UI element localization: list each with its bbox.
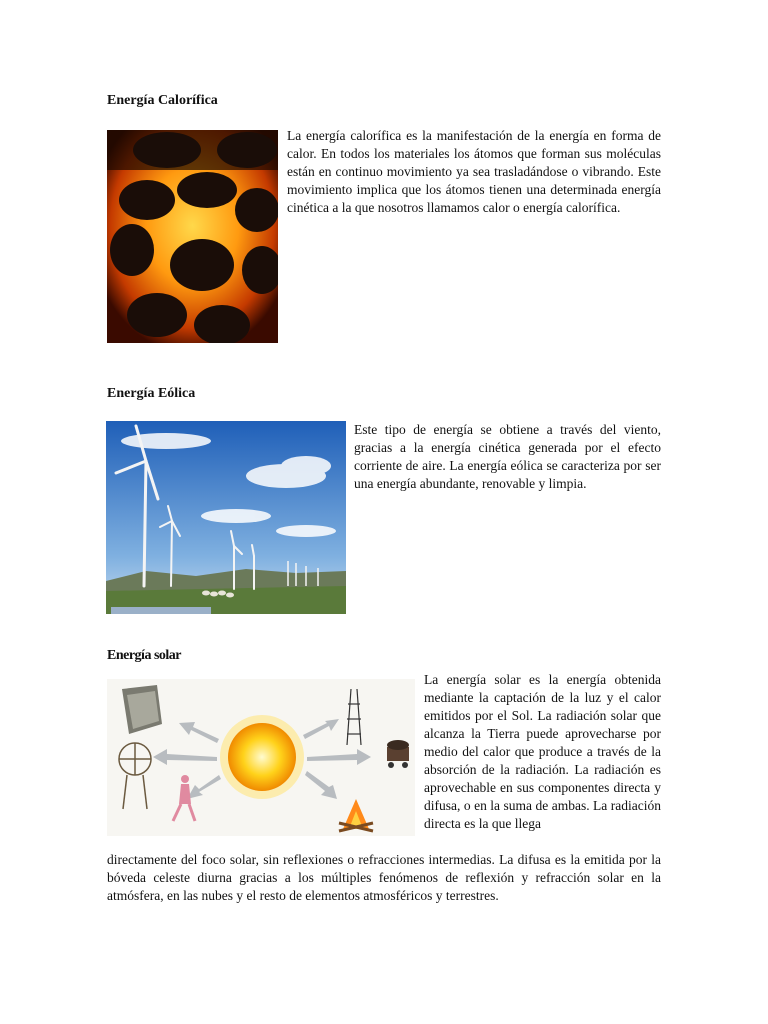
eolica-paragraph: Este tipo de energía se obtiene a través del viento, gracias a la energía cinética generada por el efecto corriente de aire. La energía eólica se caracteriza por ser una energía abundante, renovable y limpia. [354, 422, 661, 491]
wind-turbines-image [106, 421, 346, 614]
solar-paragraph-below: directamente del foco solar, sin reflexiones o refracciones intermedias. La difusa es la emitida por la bóveda celeste diurna gracias a los múltiples fenómenos de reflexión y refracción solar en la atmósfera, en las nubes y el resto de elementos atmosféricos y terrestres. [107, 852, 661, 903]
section-heading-solar: Energía solar [107, 648, 181, 663]
calorifica-paragraph: La energía calorífica es la manifestación de la energía en forma de calor. En todos los materiales los átomos que forman sus moléculas están en continuo movimiento ya sea trasladándose o vibrando. Este movimiento implica que los átomos tienen una determinada energía cinética a la que nosotros llamamos calor o energía calorífica. [287, 128, 661, 215]
section-heading-eolica: Energía Eólica [107, 386, 196, 401]
sun-energy-diagram-image [107, 679, 415, 836]
section-heading-calorifica: Energía Calorífica [107, 93, 218, 108]
solar-paragraph-beside: La energía solar es la energía obtenida mediante la captación de la luz y el calor emitidos por el Sol. La radiación solar que alcanza la Tierra puede aprovecharse por medio del calor que produce a través de la absorción de la radiación. La radiación es aprovechable en sus componentes directa y difusa, o en la suma de ambas. La radiación directa es la que llega [424, 672, 661, 831]
burning-coals-image [107, 130, 278, 343]
